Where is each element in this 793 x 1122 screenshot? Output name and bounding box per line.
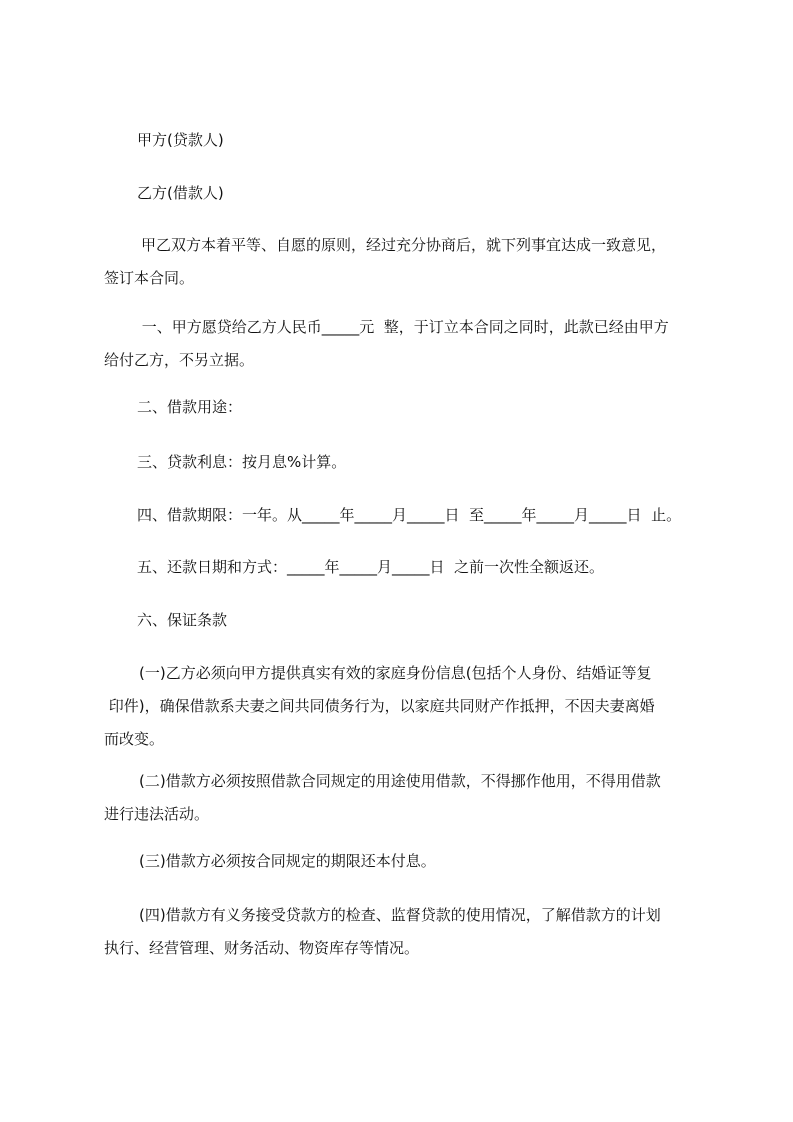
guarantee-2-line-2: 进行违法活动。: [104, 805, 210, 823]
clause-5: 五、还款日期和方式：_____年_____月_____日 之前一次性全额返还。: [137, 558, 605, 576]
clause-6-heading: 六、保证条款: [137, 611, 228, 629]
clause-3: 三、贷款利息：按月息%计算。: [137, 453, 347, 471]
guarantee-4-paragraph: [104, 899, 702, 965]
preamble-line-1: 甲乙双方本着平等、自愿的原则，经过充分协商后，就下列事宜达成一致意见，: [141, 236, 667, 254]
guarantee-1-line-3: 而改变。: [104, 730, 165, 748]
guarantee-1-line-1: (一)乙方必须向甲方提供真实有效的家庭身份信息(包括个人身份、结婚证等复: [139, 664, 652, 682]
guarantee-2-line-1: (二)借款方必须按照借款合同规定的用途使用借款，不得挪作他用，不得用借款: [139, 772, 661, 790]
clause-1-line-1: 一、甲方愿贷给乙方人民币_____元 整，于订立本合同之同时，此款已经由甲方: [137, 318, 669, 336]
guarantee-4-line-2: 执行、经营管理、财务活动、物资库存等情况。: [104, 939, 420, 957]
guarantee-1-paragraph: [104, 657, 702, 756]
guarantee-3: (三)借款方必须按合同规定的期限还本付息。: [139, 852, 436, 870]
clause-1-line-2: 给付乙方，不另立据。: [104, 351, 255, 369]
guarantee-2-paragraph: [104, 765, 702, 831]
preamble-paragraph: [104, 229, 702, 295]
clause-1-paragraph: [104, 311, 702, 377]
guarantee-4-line-1: (四)借款方有义务接受贷款方的检查、监督贷款的使用情况，了解借款方的计划: [139, 906, 661, 924]
clause-2: 二、借款用途：: [137, 398, 243, 416]
lender-heading: 甲方(贷款人): [137, 131, 224, 149]
preamble-line-2: 签订本合同。: [104, 269, 195, 287]
clause-4: 四、借款期限：一年。从_____年_____月_____日 至_____年_____月_____日 止。: [137, 506, 682, 524]
borrower-heading: 乙方(借款人): [137, 184, 224, 202]
guarantee-1-line-2: 印件)，确保借款系夫妻之间共同债务行为，以家庭共同财产作抵押，不因夫妻离婚: [104, 697, 655, 715]
